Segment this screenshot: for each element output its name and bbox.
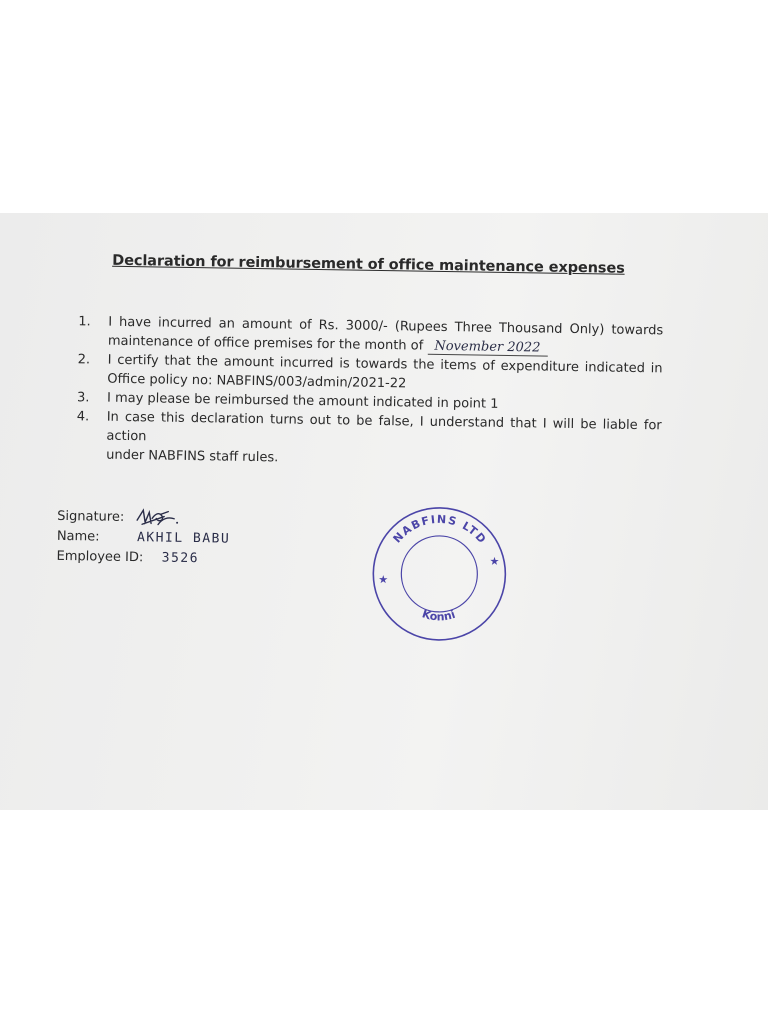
declaration-paper bbox=[0, 213, 768, 810]
name-value: AKHIL BABU bbox=[136, 530, 231, 547]
item-text-line: I may please be reimbursed the amount indicated in point 1 bbox=[106, 390, 499, 412]
document-title: Declaration for reimbursement of office maintenance expenses bbox=[112, 252, 625, 277]
item-number: 2. bbox=[77, 352, 91, 368]
item-text-line: I have incurred an amount of Rs. 3000/- (Rupees Three Thousand Only) towards bbox=[108, 314, 664, 339]
name-row bbox=[57, 527, 231, 550]
item-text-line: I certify that the amount incurred is towards the items of expenditure indicated in bbox=[107, 352, 663, 377]
document-photo bbox=[0, 213, 768, 810]
list-item bbox=[76, 407, 662, 473]
stamp-star-icon: ★ bbox=[378, 572, 389, 587]
company-stamp bbox=[363, 503, 515, 645]
filled-month: November 2022 bbox=[427, 339, 547, 357]
employee-id-value: 3526 bbox=[161, 550, 200, 567]
item-text-line: under NABFINS staff rules. bbox=[106, 447, 279, 466]
item-number: 4. bbox=[76, 409, 90, 425]
employee-id-label: Employee ID: bbox=[56, 548, 144, 566]
handwritten-signature bbox=[134, 506, 180, 529]
signature-row bbox=[57, 505, 231, 530]
stamp-star-icon: ★ bbox=[489, 554, 500, 568]
stamp-inner-ring bbox=[401, 535, 478, 612]
signature-label: Signature: bbox=[57, 508, 125, 525]
item-text-line: Office policy no: NABFINS/003/admin/2021-22 bbox=[107, 371, 407, 392]
stamp-top-text: NABFINS LTD bbox=[390, 512, 490, 547]
item-number: 3. bbox=[76, 390, 90, 406]
declaration-items bbox=[76, 312, 663, 473]
stamp-bottom-text: Konni bbox=[420, 607, 457, 624]
employee-id-row bbox=[56, 547, 230, 570]
item-number: 1. bbox=[78, 314, 91, 330]
employee-details bbox=[56, 505, 230, 570]
name-label: Name: bbox=[56, 528, 100, 545]
item-text-line: In case this declaration turns out to be false, I understand that I will be liable for action bbox=[106, 409, 662, 445]
item-text: maintenance of office premises for the month of bbox=[107, 333, 424, 354]
